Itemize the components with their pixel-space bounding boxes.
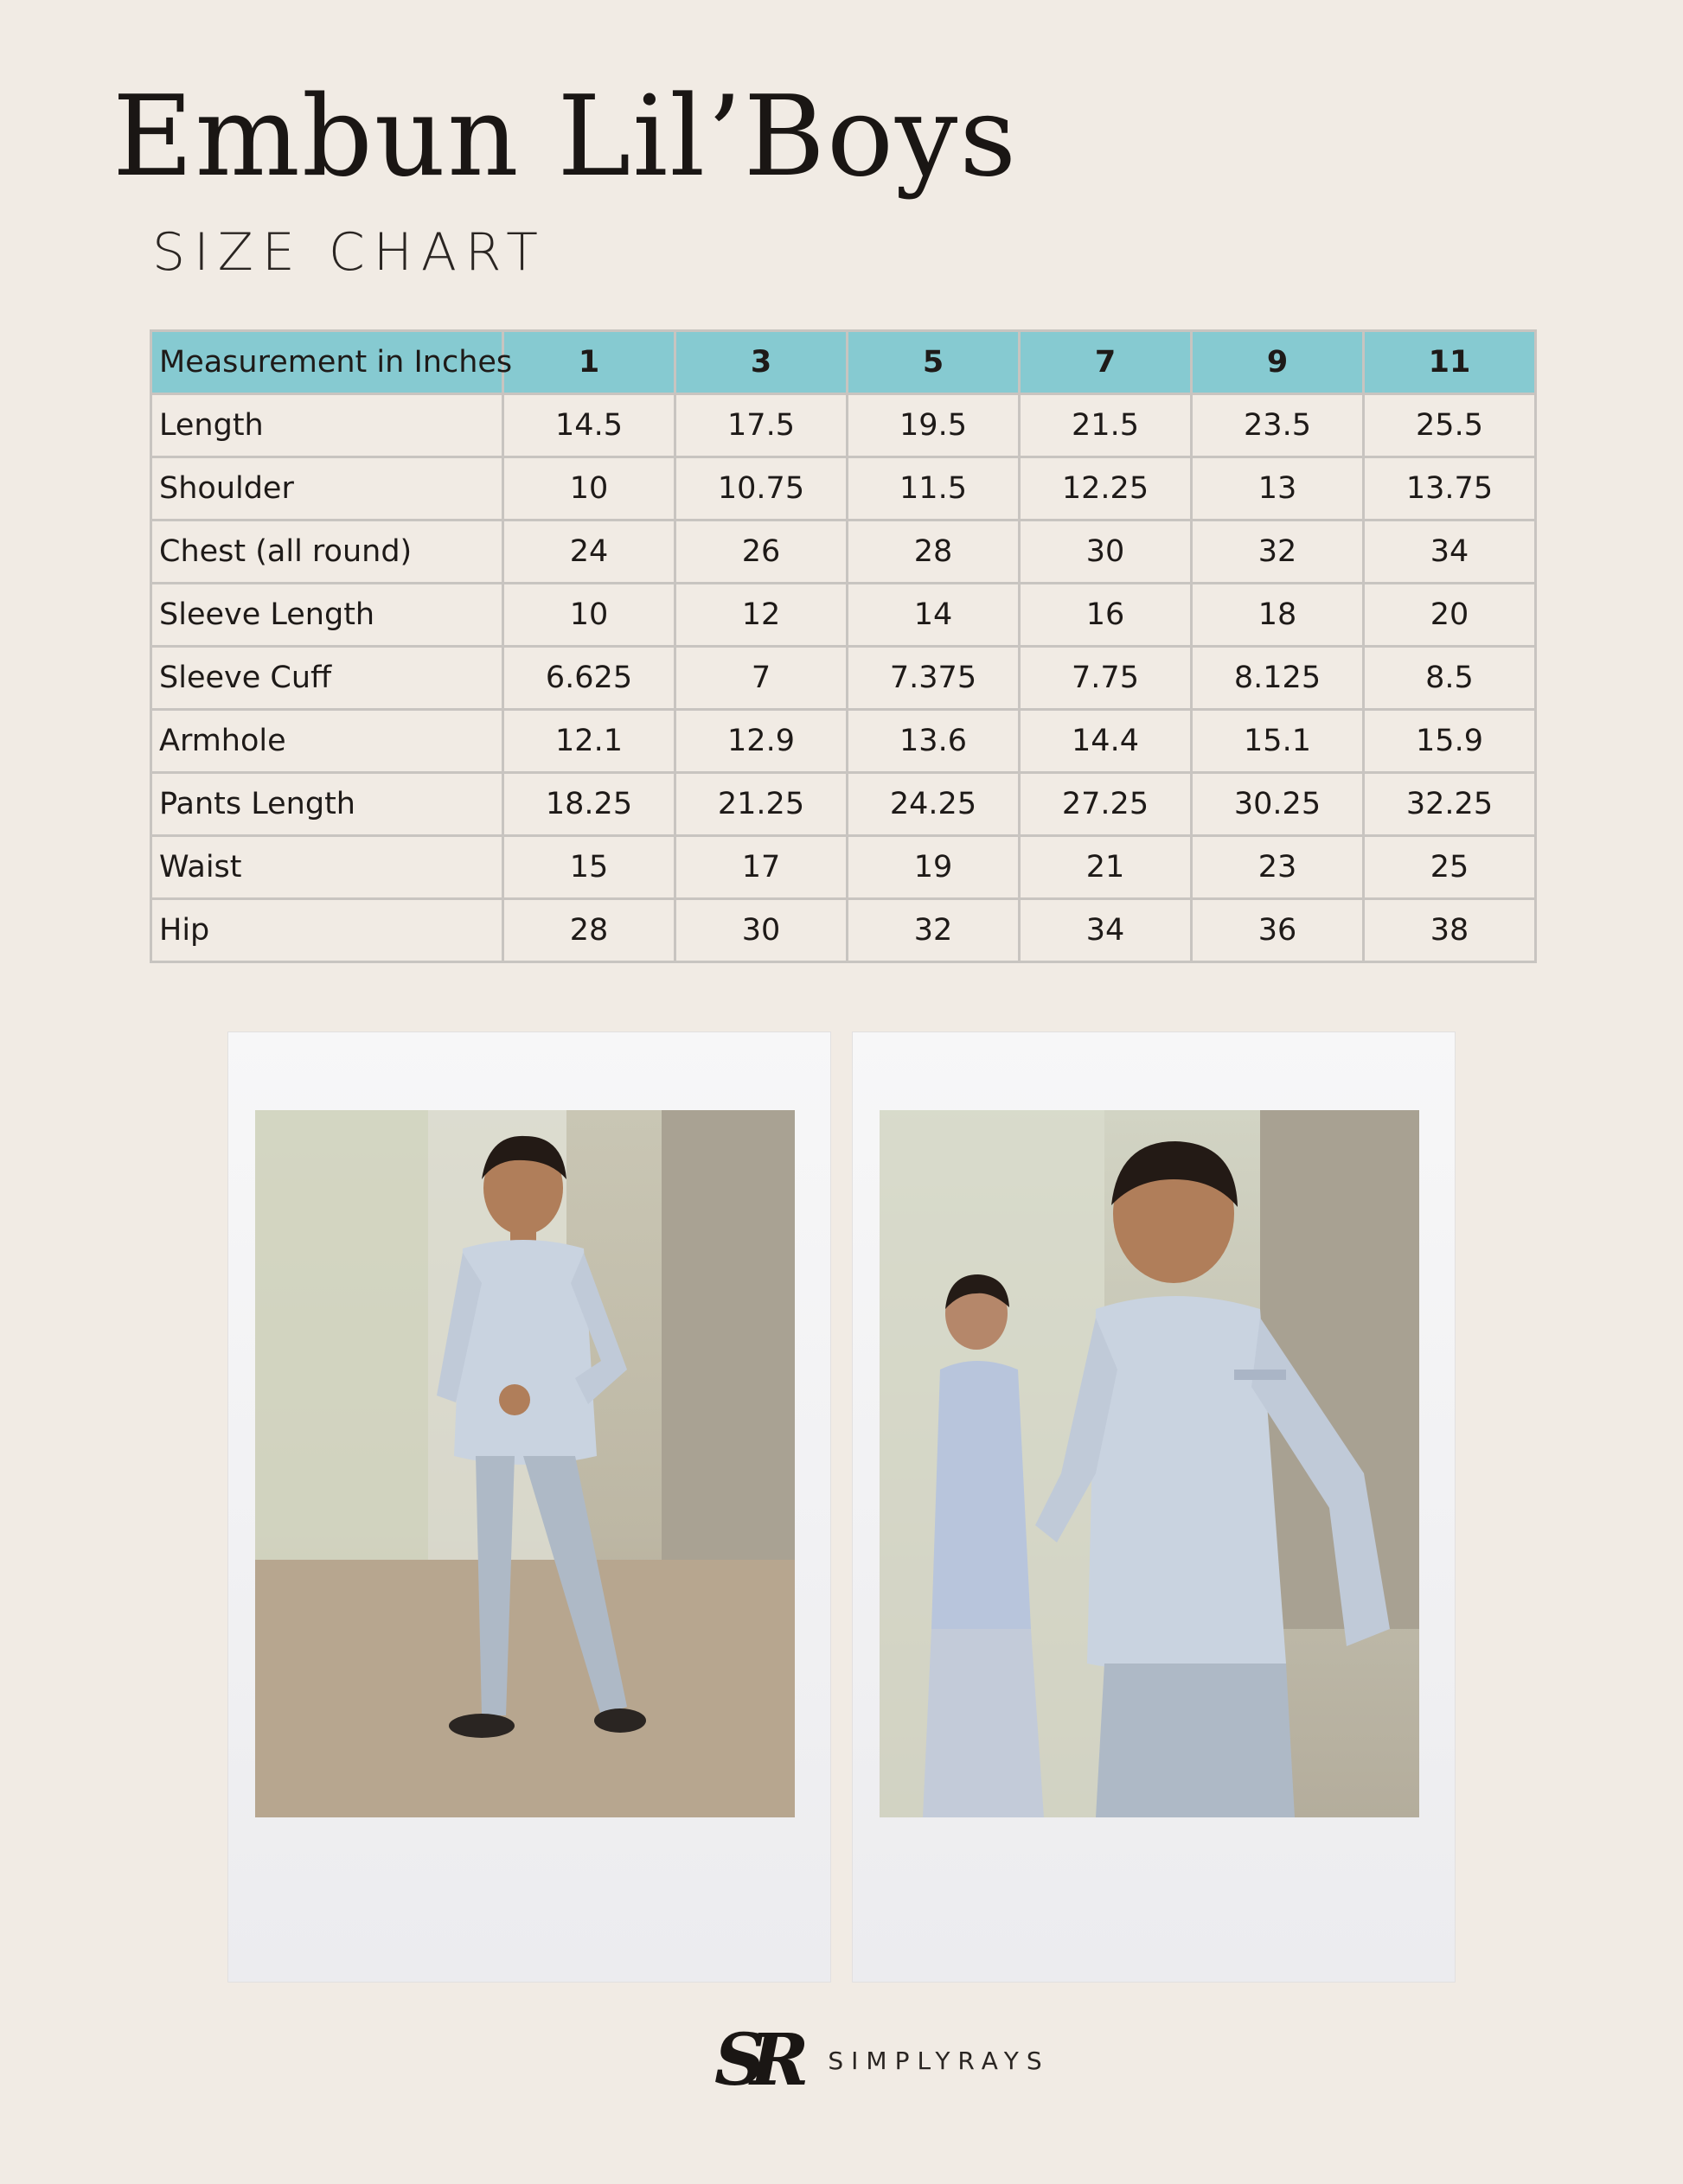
table-cell: 30	[1020, 520, 1192, 584]
table-cell: 16	[1020, 584, 1192, 647]
table-cell: 10	[503, 457, 675, 520]
table-cell: 14	[848, 584, 1020, 647]
siblings-photo	[880, 1110, 1419, 1817]
table-cell: 23	[1192, 836, 1364, 899]
table-cell: 7	[675, 647, 848, 710]
table-cell: 26	[675, 520, 848, 584]
table-row	[151, 394, 1536, 457]
row-label: Pants Length	[151, 773, 503, 836]
table-row	[151, 584, 1536, 647]
table-cell: 17.5	[675, 394, 848, 457]
row-label: Sleeve Cuff	[151, 647, 503, 710]
table-cell: 28	[503, 899, 675, 962]
table-cell: 32	[1192, 520, 1364, 584]
table-cell: 13.75	[1364, 457, 1536, 520]
table-row	[151, 520, 1536, 584]
table-cell: 10	[503, 584, 675, 647]
table-cell: 12.9	[675, 710, 848, 773]
brand-logo	[714, 2019, 1050, 2102]
table-cell: 6.625	[503, 647, 675, 710]
table-cell: 32.25	[1364, 773, 1536, 836]
table-row	[151, 899, 1536, 962]
table-cell: 7.75	[1020, 647, 1192, 710]
table-cell: 8.5	[1364, 647, 1536, 710]
table-cell: 25	[1364, 836, 1536, 899]
table-cell: 13.6	[848, 710, 1020, 773]
measurement-header: Measurement in Inches	[151, 331, 503, 394]
table-cell: 24.25	[848, 773, 1020, 836]
row-label: Hip	[151, 899, 503, 962]
photo-frame-right	[853, 1032, 1455, 1982]
row-label: Chest (all round)	[151, 520, 503, 584]
table-cell: 18.25	[503, 773, 675, 836]
boy-standing-illustration	[255, 1110, 795, 1817]
size-header: 5	[848, 331, 1020, 394]
table-cell: 19.5	[848, 394, 1020, 457]
table-cell: 21.5	[1020, 394, 1192, 457]
table-cell: 20	[1364, 584, 1536, 647]
table-cell: 18	[1192, 584, 1364, 647]
table-cell: 28	[848, 520, 1020, 584]
table-cell: 10.75	[675, 457, 848, 520]
table-cell: 15	[503, 836, 675, 899]
table-cell: 14.4	[1020, 710, 1192, 773]
floor-rug	[255, 1560, 795, 1817]
table-cell: 38	[1364, 899, 1536, 962]
table-cell: 32	[848, 899, 1020, 962]
size-header: 11	[1364, 331, 1536, 394]
table-cell: 14.5	[503, 394, 675, 457]
table-cell: 27.25	[1020, 773, 1192, 836]
table-row	[151, 836, 1536, 899]
table-cell: 24	[503, 520, 675, 584]
table-cell: 30	[675, 899, 848, 962]
table-cell: 36	[1192, 899, 1364, 962]
row-label: Waist	[151, 836, 503, 899]
table-row	[151, 710, 1536, 773]
table-cell: 15.1	[1192, 710, 1364, 773]
size-header: 1	[503, 331, 675, 394]
table-header-row	[151, 331, 1536, 394]
table-row	[151, 457, 1536, 520]
table-cell: 8.125	[1192, 647, 1364, 710]
table-cell: 34	[1364, 520, 1536, 584]
table-cell: 15.9	[1364, 710, 1536, 773]
window-sheer-curtain	[255, 1110, 428, 1594]
drape-curtain	[662, 1110, 795, 1594]
table-cell: 7.375	[848, 647, 1020, 710]
table-cell: 30.25	[1192, 773, 1364, 836]
logo-mark: SR	[714, 2019, 794, 2102]
page-title: Embun Lil’Boys	[112, 73, 1018, 201]
table-cell: 21	[1020, 836, 1192, 899]
table-cell: 13	[1192, 457, 1364, 520]
size-header: 3	[675, 331, 848, 394]
table-cell: 17	[675, 836, 848, 899]
row-label: Length	[151, 394, 503, 457]
row-label: Shoulder	[151, 457, 503, 520]
size-chart-table	[150, 329, 1537, 963]
size-header: 9	[1192, 331, 1364, 394]
table-cell: 34	[1020, 899, 1192, 962]
table-cell: 12	[675, 584, 848, 647]
table-cell: 12.1	[503, 710, 675, 773]
siblings-illustration	[880, 1110, 1419, 1817]
page-subtitle: SIZE CHART	[152, 222, 547, 283]
table-cell: 23.5	[1192, 394, 1364, 457]
table-row	[151, 647, 1536, 710]
size-header: 7	[1020, 331, 1192, 394]
brand-name: SIMPLYRAYS	[828, 2046, 1050, 2075]
photo-frame-left	[228, 1032, 830, 1982]
table-row	[151, 773, 1536, 836]
row-label: Sleeve Length	[151, 584, 503, 647]
table-cell: 25.5	[1364, 394, 1536, 457]
boy-standing-photo	[255, 1110, 795, 1817]
table-cell: 19	[848, 836, 1020, 899]
table-cell: 11.5	[848, 457, 1020, 520]
table-cell: 12.25	[1020, 457, 1192, 520]
row-label: Armhole	[151, 710, 503, 773]
table-cell: 21.25	[675, 773, 848, 836]
